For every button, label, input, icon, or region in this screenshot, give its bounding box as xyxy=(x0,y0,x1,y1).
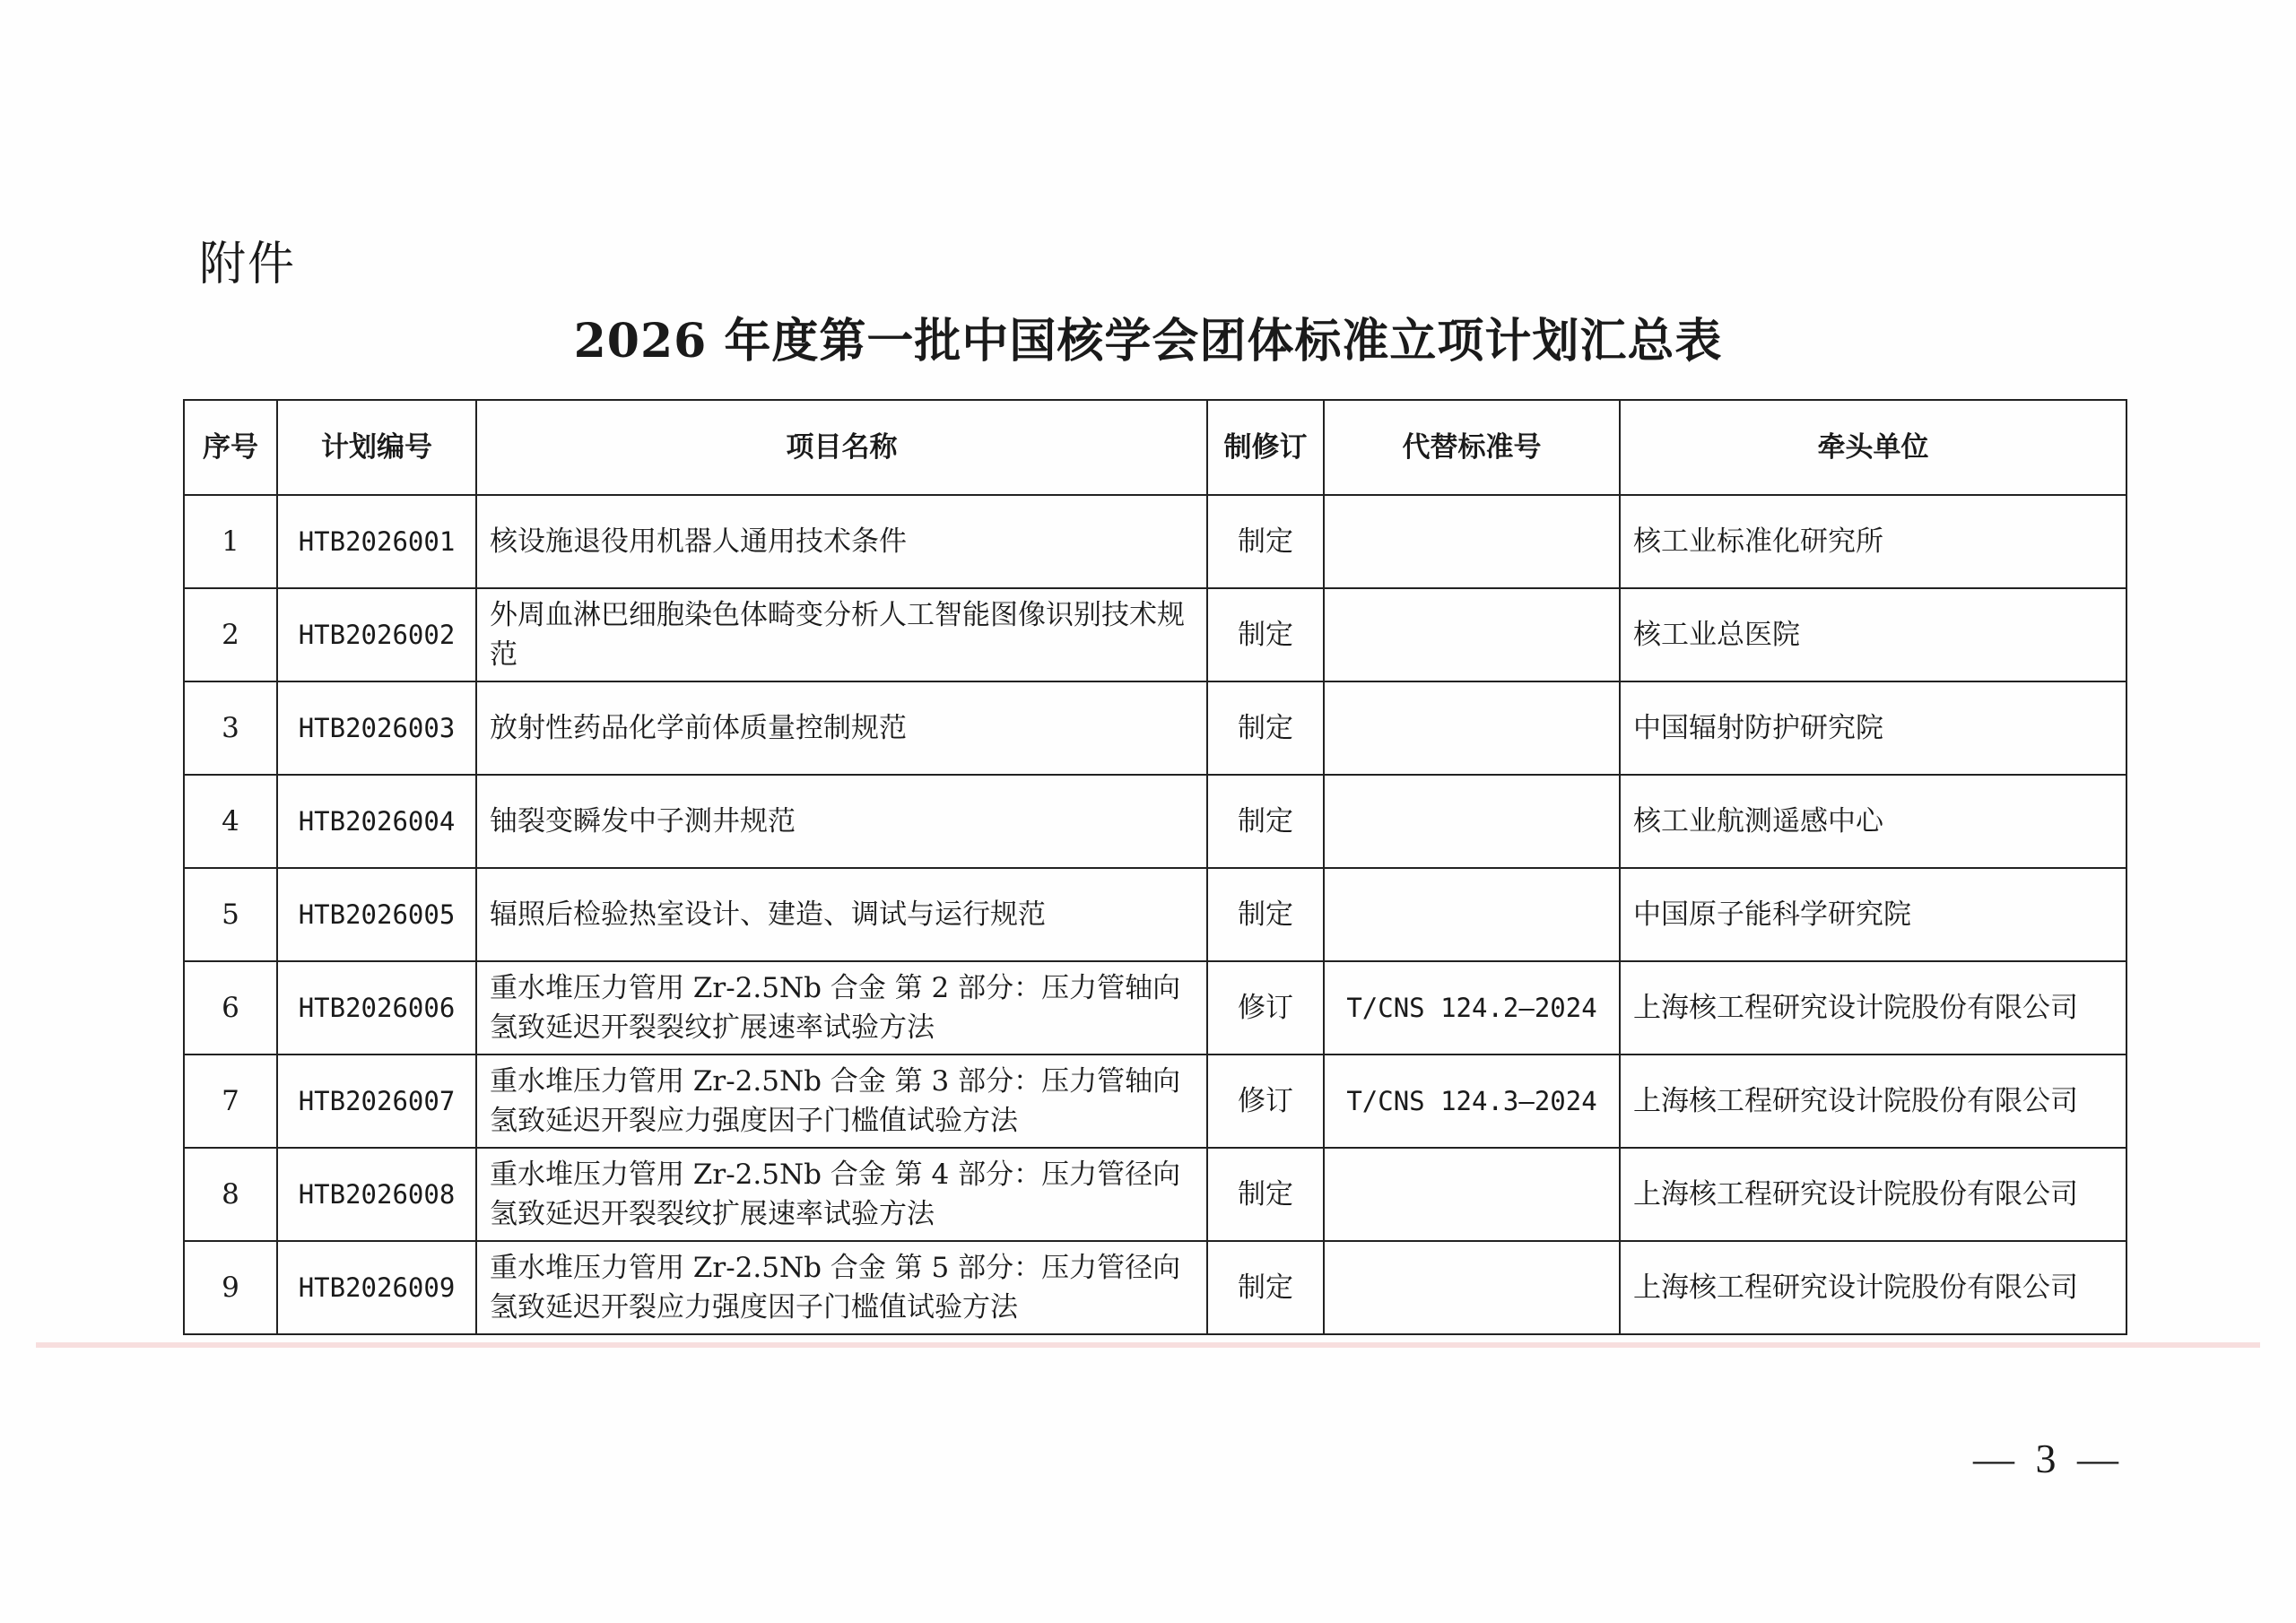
cell-type: 制定 xyxy=(1207,868,1324,961)
cell-no: 4 xyxy=(184,775,277,868)
cell-no: 2 xyxy=(184,588,277,681)
cell-replace xyxy=(1324,868,1620,961)
cell-no: 3 xyxy=(184,681,277,775)
cell-unit: 上海核工程研究设计院股份有限公司 xyxy=(1620,1148,2126,1241)
cell-no: 5 xyxy=(184,868,277,961)
cell-name: 重水堆压力管用 Zr-2.5Nb 合金 第 5 部分：压力管径向氢致延迟开裂应力强度因子门槛值试验方法 xyxy=(476,1241,1207,1334)
cell-no: 7 xyxy=(184,1055,277,1148)
cell-code: HTB2026007 xyxy=(277,1055,476,1148)
table-row xyxy=(184,495,2126,588)
header-replace: 代替标准号 xyxy=(1324,400,1620,495)
cell-name: 铀裂变瞬发中子测井规范 xyxy=(476,775,1207,868)
cell-code: HTB2026004 xyxy=(277,775,476,868)
cell-unit: 核工业总医院 xyxy=(1620,588,2126,681)
table-header-row xyxy=(184,400,2126,495)
cell-unit: 中国原子能科学研究院 xyxy=(1620,868,2126,961)
cell-type: 制定 xyxy=(1207,681,1324,775)
table-row xyxy=(184,775,2126,868)
table-row xyxy=(184,1148,2126,1241)
cell-type: 制定 xyxy=(1207,1241,1324,1334)
cell-name: 核设施退役用机器人通用技术条件 xyxy=(476,495,1207,588)
cell-type: 制定 xyxy=(1207,775,1324,868)
table-row xyxy=(184,588,2126,681)
cell-unit: 上海核工程研究设计院股份有限公司 xyxy=(1620,961,2126,1055)
page-number: — 3 — xyxy=(1973,1436,2124,1481)
header-type: 制修订 xyxy=(1207,400,1324,495)
cell-replace xyxy=(1324,681,1620,775)
cell-code: HTB2026008 xyxy=(277,1148,476,1241)
cell-unit: 上海核工程研究设计院股份有限公司 xyxy=(1620,1055,2126,1148)
table-row xyxy=(184,1055,2126,1148)
attachment-label: 附件 xyxy=(199,238,297,291)
cell-unit: 上海核工程研究设计院股份有限公司 xyxy=(1620,1241,2126,1334)
header-name: 项目名称 xyxy=(476,400,1207,495)
cell-name: 重水堆压力管用 Zr-2.5Nb 合金 第 3 部分：压力管轴向氢致延迟开裂应力强度因子门槛值试验方法 xyxy=(476,1055,1207,1148)
cell-code: HTB2026003 xyxy=(277,681,476,775)
cell-code: HTB2026006 xyxy=(277,961,476,1055)
cell-type: 修订 xyxy=(1207,961,1324,1055)
cell-replace xyxy=(1324,775,1620,868)
cell-no: 6 xyxy=(184,961,277,1055)
cell-name: 辐照后检验热室设计、建造、调试与运行规范 xyxy=(476,868,1207,961)
cell-type: 制定 xyxy=(1207,495,1324,588)
cell-unit: 中国辐射防护研究院 xyxy=(1620,681,2126,775)
table-row xyxy=(184,681,2126,775)
cell-code: HTB2026002 xyxy=(277,588,476,681)
cell-no: 9 xyxy=(184,1241,277,1334)
cell-name: 重水堆压力管用 Zr-2.5Nb 合金 第 4 部分：压力管径向氢致延迟开裂裂纹扩展速率试验方法 xyxy=(476,1148,1207,1241)
table-row xyxy=(184,1241,2126,1334)
header-code: 计划编号 xyxy=(277,400,476,495)
cell-type: 制定 xyxy=(1207,1148,1324,1241)
cell-unit: 核工业航测遥感中心 xyxy=(1620,775,2126,868)
cell-type: 修订 xyxy=(1207,1055,1324,1148)
cell-type: 制定 xyxy=(1207,588,1324,681)
table-row xyxy=(184,868,2126,961)
cell-no: 8 xyxy=(184,1148,277,1241)
cell-replace xyxy=(1324,1241,1620,1334)
cell-replace: T/CNS 124.2—2024 xyxy=(1324,961,1620,1055)
cell-name: 外周血淋巴细胞染色体畸变分析人工智能图像识别技术规范 xyxy=(476,588,1207,681)
cell-name: 重水堆压力管用 Zr-2.5Nb 合金 第 2 部分：压力管轴向氢致延迟开裂裂纹扩展速率试验方法 xyxy=(476,961,1207,1055)
cell-replace xyxy=(1324,495,1620,588)
cell-code: HTB2026001 xyxy=(277,495,476,588)
header-unit: 牵头单位 xyxy=(1620,400,2126,495)
table-row xyxy=(184,961,2126,1055)
cell-replace xyxy=(1324,1148,1620,1241)
cell-replace: T/CNS 124.3—2024 xyxy=(1324,1055,1620,1148)
header-no: 序号 xyxy=(184,400,277,495)
cell-code: HTB2026009 xyxy=(277,1241,476,1334)
cell-replace xyxy=(1324,588,1620,681)
page-title: 2026 年度第一批中国核学会团体标准立项计划汇总表 xyxy=(573,314,1723,369)
scan-edge-tint xyxy=(36,1342,2260,1348)
cell-unit: 核工业标准化研究所 xyxy=(1620,495,2126,588)
cell-code: HTB2026005 xyxy=(277,868,476,961)
cell-no: 1 xyxy=(184,495,277,588)
cell-name: 放射性药品化学前体质量控制规范 xyxy=(476,681,1207,775)
standards-plan-table xyxy=(183,399,2127,1335)
